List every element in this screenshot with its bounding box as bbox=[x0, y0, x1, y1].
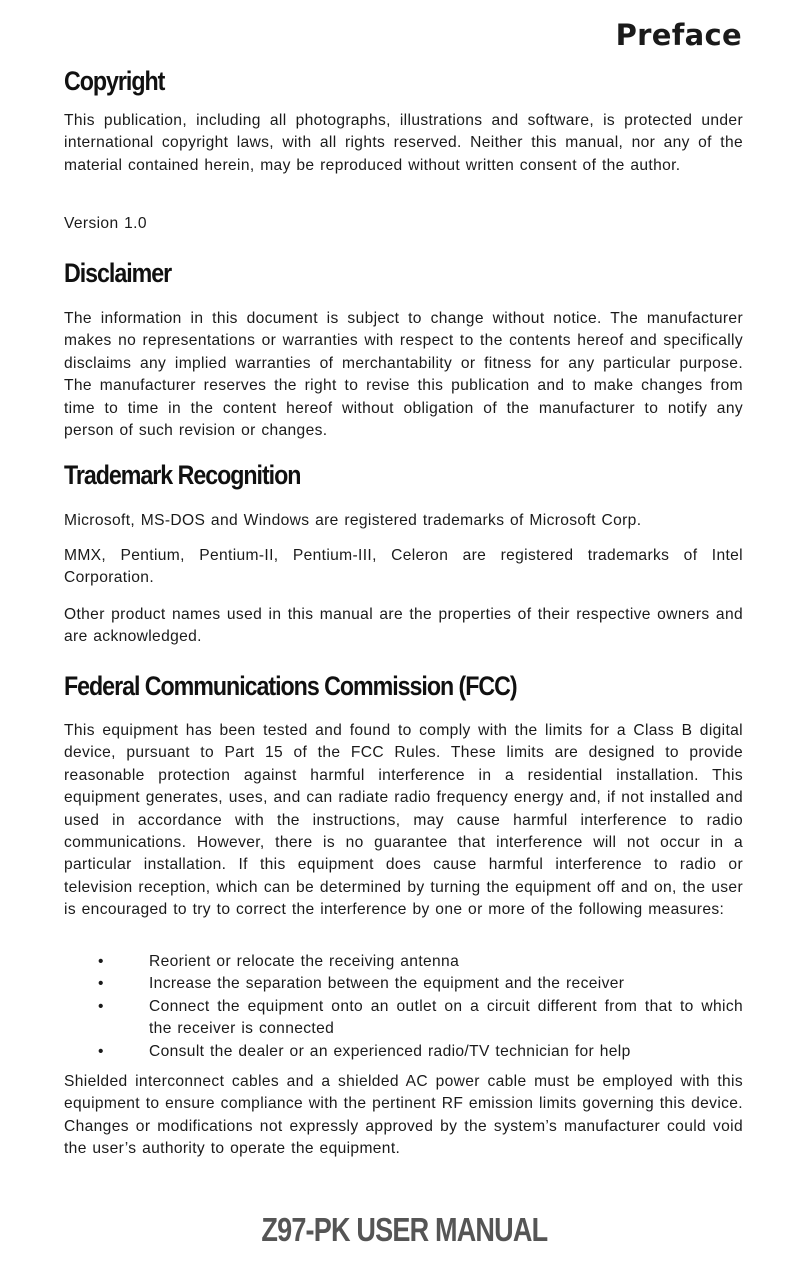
fcc-heading: Federal Communications Commission (FCC) bbox=[64, 671, 517, 701]
trademark-paragraph-microsoft: Microsoft, MS-DOS and Windows are registered trademarks of Microsoft Corp. bbox=[64, 512, 642, 529]
trademark-paragraph-others: Other product names used in this manual are the properties of their respective owners and are acknowledged. bbox=[64, 606, 743, 646]
copyright-heading: Copyright bbox=[64, 66, 165, 96]
disclaimer-heading: Disclaimer bbox=[64, 258, 172, 288]
bullet-icon: • bbox=[98, 975, 104, 993]
bullet-icon: • bbox=[98, 953, 104, 970]
list-item bbox=[64, 1041, 743, 1063]
footer-manual-title: Z97-PK USER MANUAL bbox=[261, 1211, 547, 1248]
page-header-title: Preface bbox=[615, 18, 742, 52]
copyright-paragraph: This publication, including all photographs, illustrations and software, is protected under international copyright laws, with all rights reserved. Neither this manual, nor any of the material contained herein, may be reproduced without written consent of the author. bbox=[64, 112, 743, 174]
trademark-paragraph-intel: MMX, Pentium, Pentium-II, Pentium-III, Celeron are registered trademarks of Intel Corporation. bbox=[64, 547, 743, 587]
version-text: Version 1.0 bbox=[64, 215, 147, 232]
list-item-text: Increase the separation between the equipment and the receiver bbox=[149, 975, 625, 993]
disclaimer-paragraph: The information in this document is subject to change without notice. The manufacturer makes no representations or warranties with respect to the contents hereof and specifically disclaims any implied warranties of merchantability or fitness for any particular purpose. The manufacturer reserves the right to revise this publication and to make changes from time to time in the content hereof without obligation of the manufacturer to notify any person of such revision or changes. bbox=[64, 310, 743, 440]
list-item-text: Connect the equipment onto an outlet on a circuit different from that to which the receiver is connected bbox=[149, 997, 743, 1038]
fcc-closing-paragraph: Shielded interconnect cables and a shielded AC power cable must be employed with this equipment to ensure compliance with the pertinent RF emission limits governing this device. Changes or modifications not expressly approved by the system’s manufacturer could void the user’s authority to operate the equipment. bbox=[64, 1073, 743, 1158]
fcc-paragraph: This equipment has been tested and found to comply with the limits for a Class B digital device, pursuant to Part 15 of the FCC Rules. These limits are designed to provide reasonable protection against harmful interference in a residential installation. This equipment generates, uses, and can radiate radio frequency energy and, if not installed and used in accordance with the instructions, may cause harmful interference to radio communications. However, there is no guarantee that interference will not occur in a particular installation. If this equipment does cause harmful interference to radio or television reception, which can be determined by turning the equipment off and on, the user is encouraged to try to correct the interference by one or more of the following measures: bbox=[64, 722, 743, 919]
list-item bbox=[64, 973, 743, 995]
page-footer bbox=[0, 1211, 808, 1249]
list-item bbox=[64, 996, 743, 1041]
list-item-text: Reorient or relocate the receiving antenna bbox=[149, 953, 460, 970]
bullet-icon: • bbox=[98, 997, 104, 1015]
trademark-heading: Trademark Recognition bbox=[64, 460, 301, 490]
list-item bbox=[64, 951, 743, 973]
list-item-text: Consult the dealer or an experienced radio/TV technician for help bbox=[149, 1042, 631, 1060]
bullet-icon: • bbox=[98, 1042, 104, 1060]
fcc-measures-list bbox=[64, 951, 743, 1063]
